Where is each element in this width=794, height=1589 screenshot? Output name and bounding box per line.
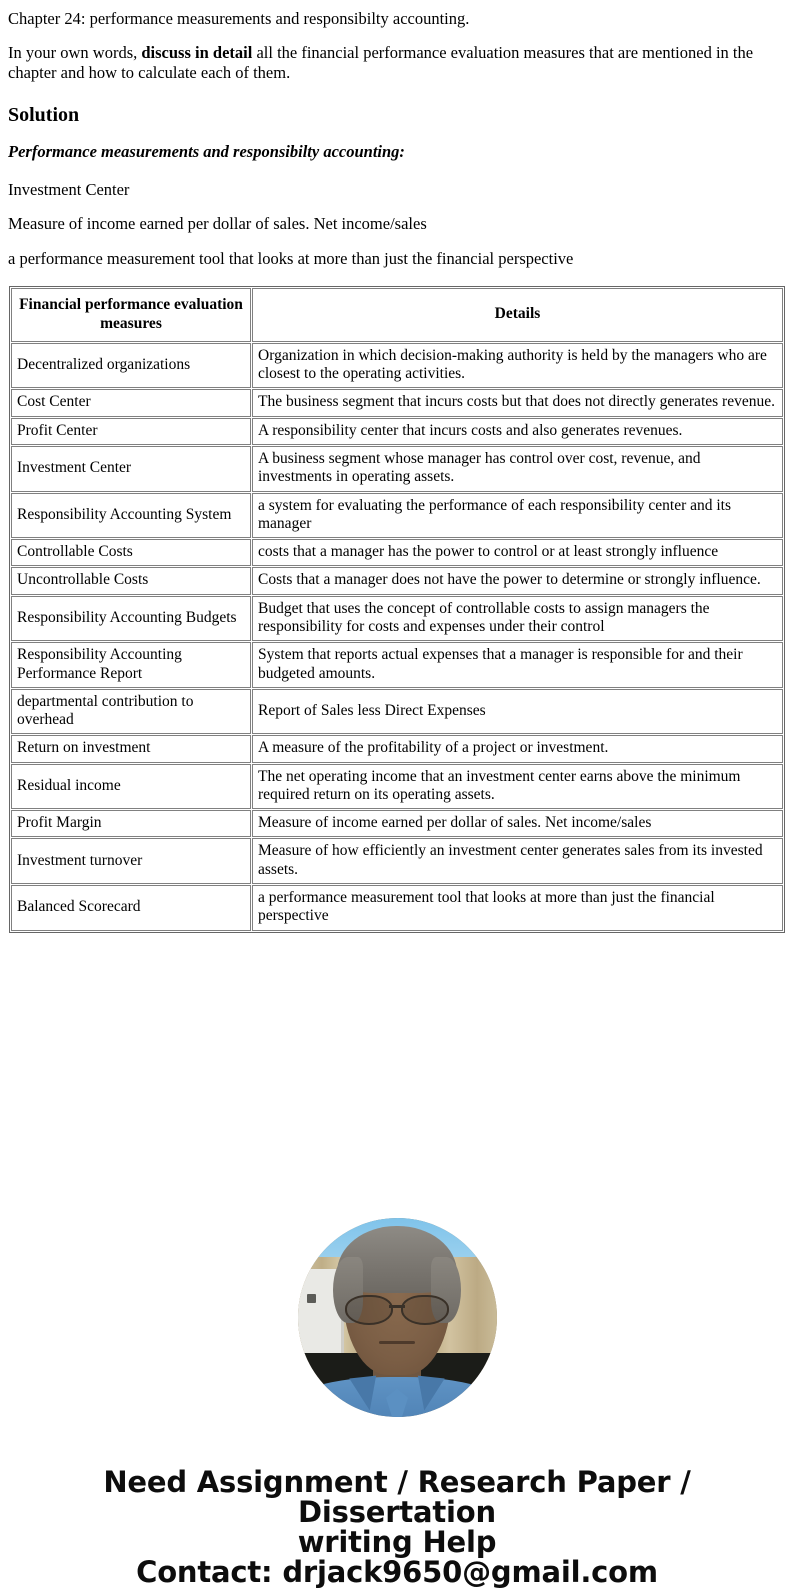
- column-header-details: Details: [252, 288, 783, 342]
- table-row: [11, 493, 783, 539]
- cell-measure: departmental contribution to overhead: [11, 689, 251, 735]
- cell-details: costs that a manager has the power to control or at least strongly influence: [252, 539, 783, 566]
- table-row: [11, 642, 783, 688]
- photo-collar-left: [350, 1375, 380, 1412]
- cell-details: Measure of income earned per dollar of sales. Net income/sales: [252, 810, 783, 837]
- table-row: [11, 735, 783, 762]
- assignment-prompt: [8, 43, 786, 82]
- table-row: [11, 885, 783, 931]
- cell-details: a system for evaluating the performance of each responsibility center and its manager: [252, 493, 783, 539]
- table-row: [11, 446, 783, 492]
- table-row: [11, 689, 783, 735]
- cell-details: A business segment whose manager has control over cost, revenue, and investments in operating assets.: [252, 446, 783, 492]
- photo-mouth: [379, 1341, 415, 1344]
- table-row: [11, 539, 783, 566]
- table-row: [11, 810, 783, 837]
- table-row: [11, 838, 783, 884]
- cell-details: The business segment that incurs costs but that does not directly generates revenue.: [252, 389, 783, 416]
- note-balanced-scorecard: a performance measurement tool that looks at more than just the financial perspective: [8, 248, 574, 268]
- cell-measure: Responsibility Accounting Performance Report: [11, 642, 251, 688]
- avatar: [298, 1218, 497, 1417]
- solution-heading: Solution: [8, 104, 80, 127]
- photo-glasses-bridge: [389, 1305, 406, 1308]
- table-row: [11, 567, 783, 594]
- promo-footer: [16, 1464, 778, 1589]
- cell-details: Costs that a manager does not have the power to determine or strongly influence.: [252, 567, 783, 594]
- cell-details: Organization in which decision-making authority is held by the managers who are closest to the operating activities.: [252, 343, 783, 389]
- section-subheading: Performance measurements and responsibilty accounting:: [8, 142, 405, 162]
- table-row: [11, 389, 783, 416]
- financial-measures-table: [9, 286, 785, 932]
- table-header-row: [11, 288, 783, 342]
- document-page: [0, 9, 794, 1587]
- cell-measure: Return on investment: [11, 735, 251, 762]
- photo-glasses: [345, 1295, 448, 1321]
- cell-measure: Investment turnover: [11, 838, 251, 884]
- column-header-measure: Financial performance evaluation measures: [11, 288, 251, 342]
- cell-details: A measure of the profitability of a project or investment.: [252, 735, 783, 762]
- cell-details: The net operating income that an investment center earns above the minimum required return on its operating assets.: [252, 764, 783, 810]
- photo-collar-right: [414, 1375, 444, 1412]
- chapter-intro-line: Chapter 24: performance measurements and responsibilty accounting.: [8, 9, 470, 28]
- cell-details: Measure of how efficiently an investment center generates sales from its invested assets.: [252, 838, 783, 884]
- cell-details: Report of Sales less Direct Expenses: [252, 689, 783, 735]
- prompt-bold-phrase: discuss in detail: [141, 43, 253, 63]
- author-photo-container: [8, 1218, 786, 1417]
- cell-measure: Responsibility Accounting System: [11, 493, 251, 539]
- cell-measure: Decentralized organizations: [11, 343, 251, 389]
- cell-measure: Investment Center: [11, 446, 251, 492]
- prompt-suffix: all the financial performance evaluation measures that are mentioned in the chapter and how to calculate each of them.: [8, 43, 754, 82]
- prompt-prefix: In your own words,: [8, 43, 142, 63]
- cell-measure: Responsibility Accounting Budgets: [11, 596, 251, 642]
- photo-glasses-lens-left: [345, 1295, 392, 1325]
- cell-measure: Profit Margin: [11, 810, 251, 837]
- note-investment-center: Investment Center: [8, 179, 130, 199]
- table-row: [11, 764, 783, 810]
- promo-line-1: Need Assignment / Research Paper / Dissertation: [103, 1464, 691, 1529]
- promo-line-2: writing Help: [297, 1524, 497, 1559]
- table-body: [11, 343, 783, 931]
- table-row: [11, 596, 783, 642]
- note-profit-margin: Measure of income earned per dollar of sales. Net income/sales: [8, 214, 427, 234]
- cell-measure: Cost Center: [11, 389, 251, 416]
- cell-measure: Balanced Scorecard: [11, 885, 251, 931]
- cell-details: a performance measurement tool that looks at more than just the financial perspective: [252, 885, 783, 931]
- table-row: [11, 343, 783, 389]
- photo-glasses-lens-right: [401, 1295, 448, 1325]
- cell-details: Budget that uses the concept of controllable costs to assign managers the responsibility for costs and expenses under their control: [252, 596, 783, 642]
- cell-measure: Controllable Costs: [11, 539, 251, 566]
- table-head: [11, 288, 783, 342]
- cell-measure: Profit Center: [11, 418, 251, 445]
- cell-details: A responsibility center that incurs costs and also generates revenues.: [252, 418, 783, 445]
- table-row: [11, 418, 783, 445]
- cell-measure: Uncontrollable Costs: [11, 567, 251, 594]
- promo-contact-email: Contact: drjack9650@gmail.com: [136, 1555, 658, 1589]
- cell-measure: Residual income: [11, 764, 251, 810]
- cell-details: System that reports actual expenses that a manager is responsible for and their budgeted amounts.: [252, 642, 783, 688]
